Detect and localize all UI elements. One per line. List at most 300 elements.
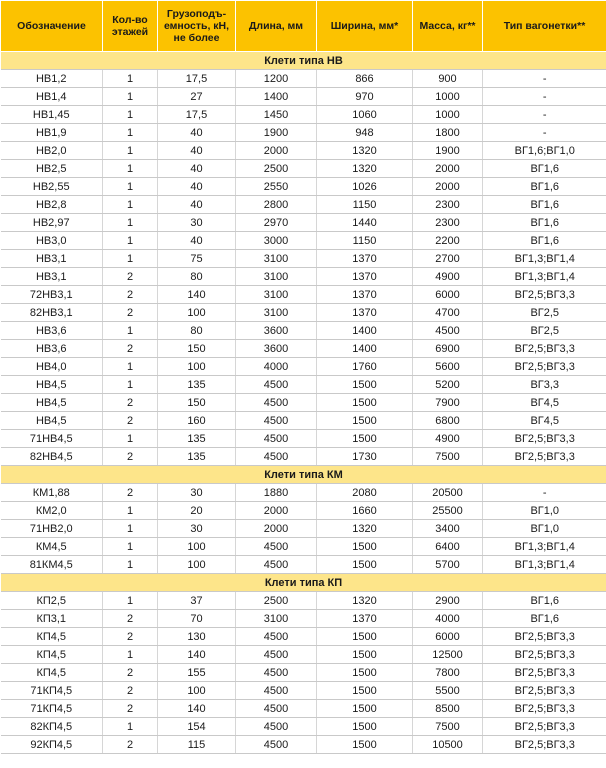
cell-mass: 1000 (413, 88, 483, 106)
cell-designation: 82КП4,5 (1, 718, 103, 736)
cell-cart-type: ВГ1,6 (483, 232, 606, 250)
cell-capacity: 30 (158, 520, 236, 538)
cell-floors: 2 (103, 736, 158, 754)
cell-cart-type: ВГ2,5;ВГ3,3 (483, 430, 606, 448)
cell-cart-type: ВГ3,3 (483, 376, 606, 394)
table-row (1, 502, 606, 520)
cell-capacity: 135 (158, 430, 236, 448)
cell-mass: 2300 (413, 196, 483, 214)
table-row (1, 250, 606, 268)
cell-mass: 2900 (413, 592, 483, 610)
table-row (1, 610, 606, 628)
cell-length: 3100 (236, 286, 317, 304)
cell-designation: НВ1,45 (1, 106, 103, 124)
cell-capacity: 20 (158, 502, 236, 520)
cell-mass: 5700 (413, 556, 483, 574)
cell-length: 4500 (236, 628, 317, 646)
cell-width: 1060 (317, 106, 413, 124)
cell-capacity: 17,5 (158, 106, 236, 124)
cell-length: 4500 (236, 718, 317, 736)
cell-capacity: 160 (158, 412, 236, 430)
cell-floors: 1 (103, 70, 158, 88)
cell-capacity: 140 (158, 286, 236, 304)
table-row (1, 214, 606, 232)
cell-width: 1440 (317, 214, 413, 232)
cell-cart-type: ВГ1,6 (483, 610, 606, 628)
cell-mass: 6400 (413, 538, 483, 556)
cell-floors: 1 (103, 430, 158, 448)
cell-capacity: 40 (158, 178, 236, 196)
cell-length: 4500 (236, 556, 317, 574)
cell-floors: 2 (103, 412, 158, 430)
cell-mass: 3400 (413, 520, 483, 538)
cell-mass: 4500 (413, 322, 483, 340)
cell-length: 2970 (236, 214, 317, 232)
table-row (1, 340, 606, 358)
cell-width: 1500 (317, 556, 413, 574)
cell-capacity: 27 (158, 88, 236, 106)
cell-capacity: 75 (158, 250, 236, 268)
cell-length: 3100 (236, 610, 317, 628)
cell-width: 1500 (317, 682, 413, 700)
cell-length: 2500 (236, 160, 317, 178)
cell-designation: НВ3,6 (1, 340, 103, 358)
cell-cart-type: ВГ2,5 (483, 304, 606, 322)
table-row (1, 142, 606, 160)
cell-floors: 2 (103, 268, 158, 286)
table-row (1, 106, 606, 124)
cell-designation: НВ1,2 (1, 70, 103, 88)
header-length: Длина, мм (236, 1, 317, 52)
table-row (1, 682, 606, 700)
table-row (1, 592, 606, 610)
cell-floors: 1 (103, 646, 158, 664)
cell-floors: 1 (103, 538, 158, 556)
cell-mass: 2300 (413, 214, 483, 232)
cell-mass: 7500 (413, 448, 483, 466)
cell-floors: 1 (103, 250, 158, 268)
cell-length: 2550 (236, 178, 317, 196)
cell-designation: 82НВ4,5 (1, 448, 103, 466)
cell-cart-type: ВГ2,5;ВГ3,3 (483, 286, 606, 304)
cell-mass: 20500 (413, 484, 483, 502)
cell-designation: НВ4,5 (1, 412, 103, 430)
cell-width: 1150 (317, 232, 413, 250)
cell-designation: 71НВ2,0 (1, 520, 103, 538)
cell-capacity: 40 (158, 232, 236, 250)
cell-floors: 1 (103, 178, 158, 196)
cell-mass: 2000 (413, 178, 483, 196)
cell-width: 1500 (317, 430, 413, 448)
table-row (1, 232, 606, 250)
cell-designation: НВ4,5 (1, 376, 103, 394)
group-title: Клети типа КМ (1, 466, 606, 484)
table-row (1, 376, 606, 394)
cell-capacity: 40 (158, 142, 236, 160)
table-row (1, 412, 606, 430)
cell-cart-type: ВГ2,5;ВГ3,3 (483, 664, 606, 682)
cell-designation: КП2,5 (1, 592, 103, 610)
cell-floors: 1 (103, 232, 158, 250)
cell-width: 1370 (317, 286, 413, 304)
cell-cart-type: ВГ2,5;ВГ3,3 (483, 718, 606, 736)
cell-cart-type: ВГ1,3;ВГ1,4 (483, 250, 606, 268)
cell-capacity: 100 (158, 682, 236, 700)
cell-length: 4500 (236, 682, 317, 700)
table-row (1, 448, 606, 466)
cell-width: 2080 (317, 484, 413, 502)
cell-width: 948 (317, 124, 413, 142)
table-row (1, 88, 606, 106)
table-row (1, 286, 606, 304)
table-row (1, 736, 606, 754)
cell-cart-type: ВГ1,0 (483, 520, 606, 538)
cell-mass: 25500 (413, 502, 483, 520)
cell-length: 4500 (236, 664, 317, 682)
cell-width: 1370 (317, 268, 413, 286)
cell-floors: 2 (103, 700, 158, 718)
cell-length: 4500 (236, 430, 317, 448)
cell-length: 1400 (236, 88, 317, 106)
cell-width: 1320 (317, 520, 413, 538)
group-title: Клети типа НВ (1, 52, 606, 70)
cell-floors: 1 (103, 502, 158, 520)
cell-width: 1660 (317, 502, 413, 520)
cell-floors: 1 (103, 142, 158, 160)
table-row (1, 322, 606, 340)
cell-capacity: 140 (158, 646, 236, 664)
cell-length: 4500 (236, 412, 317, 430)
cell-floors: 2 (103, 664, 158, 682)
cell-mass: 5200 (413, 376, 483, 394)
cell-floors: 1 (103, 718, 158, 736)
table-row (1, 430, 606, 448)
cell-width: 970 (317, 88, 413, 106)
cell-floors: 1 (103, 160, 158, 178)
cell-mass: 2700 (413, 250, 483, 268)
cell-designation: 72НВ3,1 (1, 286, 103, 304)
cell-cart-type: ВГ1,6;ВГ1,0 (483, 142, 606, 160)
cell-capacity: 130 (158, 628, 236, 646)
cell-cart-type: ВГ1,3;ВГ1,4 (483, 538, 606, 556)
cell-capacity: 37 (158, 592, 236, 610)
table-row (1, 700, 606, 718)
cell-capacity: 40 (158, 124, 236, 142)
cell-width: 1500 (317, 376, 413, 394)
cell-cart-type: ВГ2,5 (483, 322, 606, 340)
table-row (1, 70, 606, 88)
cell-width: 1500 (317, 646, 413, 664)
cell-cart-type: ВГ1,6 (483, 214, 606, 232)
table-row (1, 358, 606, 376)
cell-floors: 1 (103, 520, 158, 538)
cell-capacity: 40 (158, 196, 236, 214)
cell-floors: 2 (103, 394, 158, 412)
cell-designation: 71КП4,5 (1, 700, 103, 718)
cell-designation: 81КМ4,5 (1, 556, 103, 574)
cell-cart-type: - (483, 124, 606, 142)
header-row (1, 1, 606, 52)
cell-mass: 7900 (413, 394, 483, 412)
cell-mass: 900 (413, 70, 483, 88)
cell-length: 3000 (236, 232, 317, 250)
cell-mass: 1000 (413, 106, 483, 124)
cell-capacity: 115 (158, 736, 236, 754)
cell-mass: 4900 (413, 430, 483, 448)
cell-capacity: 80 (158, 268, 236, 286)
cell-length: 3100 (236, 268, 317, 286)
cell-capacity: 135 (158, 448, 236, 466)
table-row (1, 160, 606, 178)
cell-length: 1900 (236, 124, 317, 142)
cell-mass: 2200 (413, 232, 483, 250)
cell-cart-type: ВГ2,5;ВГ3,3 (483, 340, 606, 358)
cell-designation: НВ4,0 (1, 358, 103, 376)
cell-floors: 1 (103, 556, 158, 574)
table-row (1, 124, 606, 142)
header-mass: Масса, кг** (413, 1, 483, 52)
table-row (1, 484, 606, 502)
cell-mass: 6000 (413, 628, 483, 646)
cell-designation: НВ2,55 (1, 178, 103, 196)
cell-designation: КП4,5 (1, 664, 103, 682)
cell-capacity: 80 (158, 322, 236, 340)
cell-mass: 5500 (413, 682, 483, 700)
cell-mass: 4700 (413, 304, 483, 322)
cell-designation: НВ3,1 (1, 268, 103, 286)
cell-width: 1370 (317, 250, 413, 268)
cell-floors: 2 (103, 286, 158, 304)
cell-mass: 7500 (413, 718, 483, 736)
cell-width: 866 (317, 70, 413, 88)
cell-cart-type: ВГ1,3;ВГ1,4 (483, 556, 606, 574)
cell-floors: 1 (103, 358, 158, 376)
cell-length: 3600 (236, 340, 317, 358)
cell-capacity: 100 (158, 556, 236, 574)
cell-capacity: 140 (158, 700, 236, 718)
cell-length: 1200 (236, 70, 317, 88)
cell-width: 1500 (317, 736, 413, 754)
cell-designation: НВ1,9 (1, 124, 103, 142)
cell-floors: 1 (103, 376, 158, 394)
cell-length: 3100 (236, 250, 317, 268)
cell-length: 4500 (236, 646, 317, 664)
cell-floors: 1 (103, 322, 158, 340)
cell-mass: 5600 (413, 358, 483, 376)
cell-designation: 71НВ4,5 (1, 430, 103, 448)
cell-mass: 6800 (413, 412, 483, 430)
table-row (1, 178, 606, 196)
cell-designation: 71КП4,5 (1, 682, 103, 700)
header-cart-type: Тип вагонетки** (483, 1, 606, 52)
cell-capacity: 30 (158, 484, 236, 502)
cell-width: 1320 (317, 142, 413, 160)
cell-mass: 4900 (413, 268, 483, 286)
cell-width: 1500 (317, 664, 413, 682)
cell-floors: 2 (103, 340, 158, 358)
cell-designation: КМ1,88 (1, 484, 103, 502)
cell-cart-type: ВГ2,5;ВГ3,3 (483, 646, 606, 664)
cell-cart-type: ВГ1,6 (483, 160, 606, 178)
cell-length: 3600 (236, 322, 317, 340)
cell-cart-type: ВГ2,5;ВГ3,3 (483, 448, 606, 466)
cell-designation: 82НВ3,1 (1, 304, 103, 322)
cell-width: 1320 (317, 160, 413, 178)
header-designation: Обозначение (1, 1, 103, 52)
cell-length: 4500 (236, 538, 317, 556)
group-header-row (1, 466, 606, 484)
cell-designation: НВ3,0 (1, 232, 103, 250)
cell-floors: 1 (103, 124, 158, 142)
cell-designation: НВ3,6 (1, 322, 103, 340)
cell-width: 1320 (317, 592, 413, 610)
cell-capacity: 40 (158, 160, 236, 178)
cell-width: 1500 (317, 718, 413, 736)
cell-floors: 2 (103, 610, 158, 628)
cell-capacity: 150 (158, 394, 236, 412)
cell-floors: 2 (103, 682, 158, 700)
cell-floors: 2 (103, 484, 158, 502)
cell-width: 1400 (317, 340, 413, 358)
cell-width: 1026 (317, 178, 413, 196)
cell-floors: 2 (103, 628, 158, 646)
cell-mass: 1900 (413, 142, 483, 160)
cell-width: 1500 (317, 700, 413, 718)
cell-capacity: 150 (158, 340, 236, 358)
cell-capacity: 17,5 (158, 70, 236, 88)
cell-mass: 6000 (413, 286, 483, 304)
cell-mass: 6900 (413, 340, 483, 358)
cell-cart-type: ВГ4,5 (483, 412, 606, 430)
table-body (1, 52, 606, 754)
cell-designation: КП4,5 (1, 646, 103, 664)
cell-length: 2800 (236, 196, 317, 214)
cell-capacity: 100 (158, 304, 236, 322)
cell-cart-type: ВГ1,6 (483, 178, 606, 196)
cell-capacity: 155 (158, 664, 236, 682)
cell-cart-type: - (483, 106, 606, 124)
cell-width: 1500 (317, 628, 413, 646)
cell-width: 1370 (317, 610, 413, 628)
cell-width: 1730 (317, 448, 413, 466)
cell-length: 2000 (236, 502, 317, 520)
header-width: Ширина, мм* (317, 1, 413, 52)
cell-floors: 1 (103, 106, 158, 124)
cell-cart-type: - (483, 484, 606, 502)
cell-designation: НВ2,97 (1, 214, 103, 232)
cell-capacity: 135 (158, 376, 236, 394)
cell-length: 4500 (236, 394, 317, 412)
cell-designation: НВ3,1 (1, 250, 103, 268)
table-header (1, 1, 606, 52)
cell-length: 3100 (236, 304, 317, 322)
table-row (1, 628, 606, 646)
cell-cart-type: ВГ1,3;ВГ1,4 (483, 268, 606, 286)
cell-cart-type: ВГ4,5 (483, 394, 606, 412)
cell-width: 1500 (317, 394, 413, 412)
table-row (1, 646, 606, 664)
cell-cart-type: ВГ1,6 (483, 196, 606, 214)
cell-mass: 1800 (413, 124, 483, 142)
table-row (1, 664, 606, 682)
cell-capacity: 154 (158, 718, 236, 736)
cell-cart-type: - (483, 70, 606, 88)
table-row (1, 538, 606, 556)
cell-floors: 1 (103, 196, 158, 214)
table-row (1, 718, 606, 736)
cell-width: 1500 (317, 412, 413, 430)
cell-width: 1760 (317, 358, 413, 376)
cell-width: 1400 (317, 322, 413, 340)
cell-cart-type: - (483, 88, 606, 106)
cell-designation: НВ4,5 (1, 394, 103, 412)
cell-capacity: 70 (158, 610, 236, 628)
header-capacity: Грузоподъ- емность, кН, не более (158, 1, 236, 52)
cell-length: 2500 (236, 592, 317, 610)
cell-cart-type: ВГ2,5;ВГ3,3 (483, 682, 606, 700)
table-row (1, 520, 606, 538)
cell-mass: 12500 (413, 646, 483, 664)
group-header-row (1, 574, 606, 592)
cell-cart-type: ВГ2,5;ВГ3,3 (483, 358, 606, 376)
cell-mass: 4000 (413, 610, 483, 628)
cell-cart-type: ВГ2,5;ВГ3,3 (483, 736, 606, 754)
cell-designation: НВ1,4 (1, 88, 103, 106)
cell-length: 4500 (236, 376, 317, 394)
cell-capacity: 30 (158, 214, 236, 232)
header-floors: Кол-во этажей (103, 1, 158, 52)
cell-cart-type: ВГ1,0 (483, 502, 606, 520)
cell-cart-type: ВГ1,6 (483, 592, 606, 610)
group-title: Клети типа КП (1, 574, 606, 592)
cell-floors: 2 (103, 304, 158, 322)
table-row (1, 196, 606, 214)
table-row (1, 394, 606, 412)
cell-length: 2000 (236, 520, 317, 538)
cell-cart-type: ВГ2,5;ВГ3,3 (483, 700, 606, 718)
cell-designation: НВ2,0 (1, 142, 103, 160)
cell-length: 1450 (236, 106, 317, 124)
cell-designation: НВ2,5 (1, 160, 103, 178)
cell-length: 4000 (236, 358, 317, 376)
cell-designation: 92КП4,5 (1, 736, 103, 754)
cell-capacity: 100 (158, 538, 236, 556)
cell-mass: 10500 (413, 736, 483, 754)
cell-designation: КП3,1 (1, 610, 103, 628)
cell-designation: КП4,5 (1, 628, 103, 646)
cell-designation: КМ4,5 (1, 538, 103, 556)
cell-width: 1150 (317, 196, 413, 214)
table-row (1, 268, 606, 286)
cell-floors: 2 (103, 448, 158, 466)
cell-capacity: 100 (158, 358, 236, 376)
table-row (1, 304, 606, 322)
cell-cart-type: ВГ2,5;ВГ3,3 (483, 628, 606, 646)
cell-length: 4500 (236, 700, 317, 718)
cell-length: 4500 (236, 448, 317, 466)
cell-length: 4500 (236, 736, 317, 754)
cell-mass: 8500 (413, 700, 483, 718)
cell-width: 1370 (317, 304, 413, 322)
cell-width: 1500 (317, 538, 413, 556)
table-row (1, 556, 606, 574)
cell-length: 2000 (236, 142, 317, 160)
cell-mass: 2000 (413, 160, 483, 178)
cell-mass: 7800 (413, 664, 483, 682)
cell-designation: КМ2,0 (1, 502, 103, 520)
group-header-row (1, 52, 606, 70)
cell-floors: 1 (103, 592, 158, 610)
